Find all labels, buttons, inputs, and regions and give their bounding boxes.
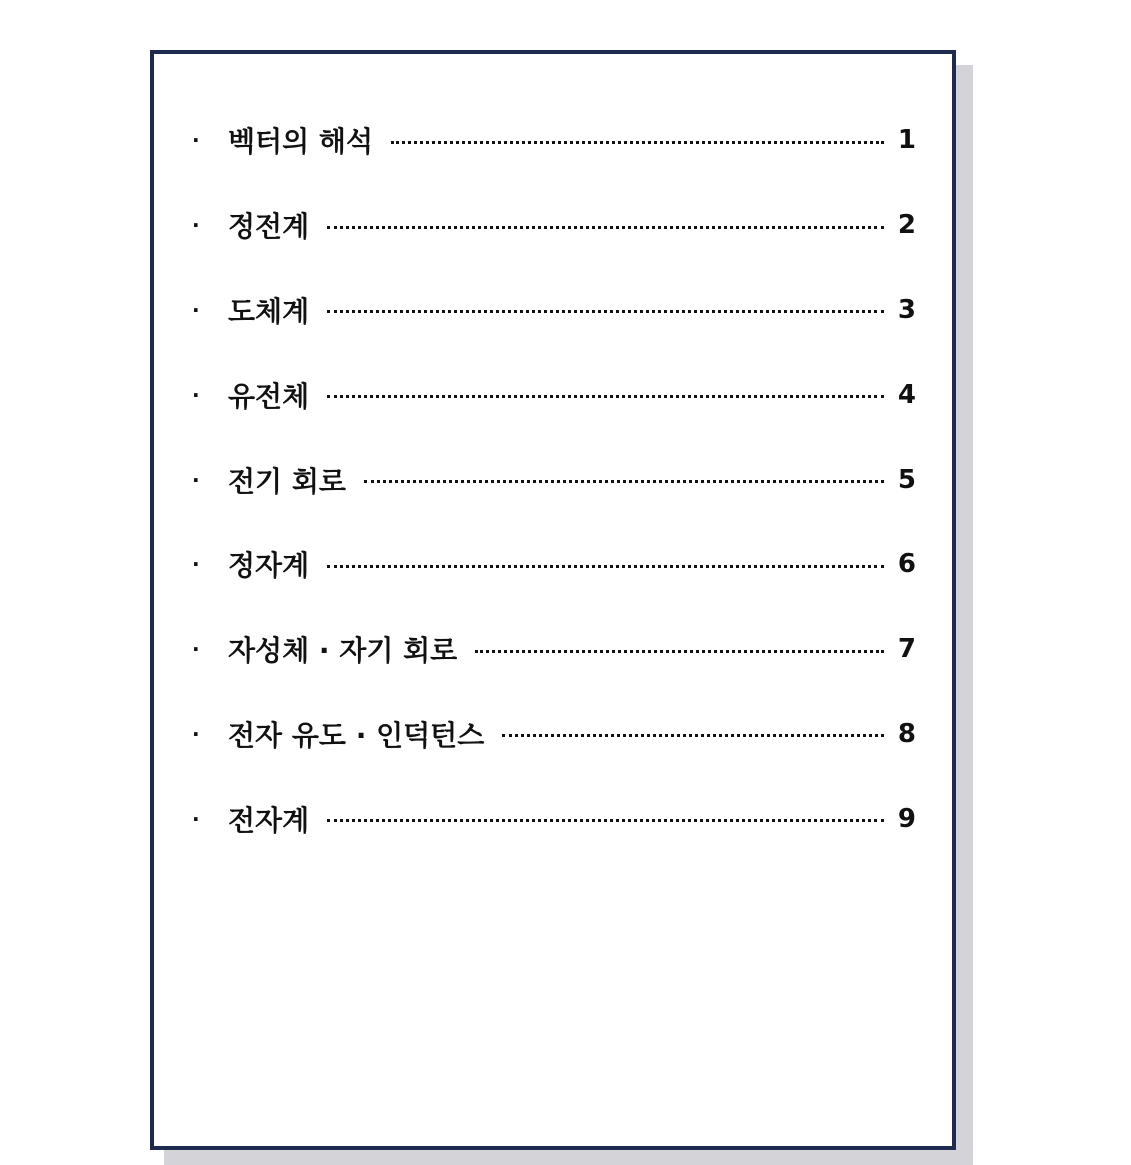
bullet-icon: · bbox=[192, 382, 200, 407]
toc-entry[interactable] bbox=[190, 692, 916, 777]
toc-entry-title: 벡터의 해석 bbox=[228, 125, 373, 159]
dot-leader bbox=[327, 395, 884, 398]
toc-entry-title: 전자계 bbox=[228, 803, 310, 837]
dot-leader bbox=[502, 734, 884, 737]
toc-entry-title: 전기 회로 bbox=[228, 464, 346, 498]
dot-leader bbox=[327, 565, 884, 568]
dot-leader bbox=[475, 650, 884, 653]
bullet-icon: · bbox=[192, 297, 200, 322]
dot-leader bbox=[327, 226, 884, 229]
bullet-icon: · bbox=[192, 806, 200, 831]
toc-entry[interactable] bbox=[190, 98, 916, 183]
toc-entry-page: 3 bbox=[897, 294, 916, 325]
toc-entry-page: 2 bbox=[897, 210, 916, 241]
toc-entry-title: 도체계 bbox=[228, 294, 310, 328]
toc-entry-page: 1 bbox=[897, 125, 916, 156]
bullet-icon: · bbox=[192, 213, 200, 238]
toc-entry[interactable] bbox=[190, 522, 916, 607]
toc-entry[interactable] bbox=[190, 268, 916, 353]
bullet-icon: · bbox=[192, 637, 200, 662]
toc-entry-page: 6 bbox=[897, 549, 916, 580]
dot-leader bbox=[327, 310, 884, 313]
bullet-icon: · bbox=[192, 552, 200, 577]
toc-entry[interactable] bbox=[190, 776, 916, 861]
bullet-icon: · bbox=[192, 467, 200, 492]
toc-entry-title: 전자 유도 · 인덕턴스 bbox=[228, 718, 485, 752]
toc-entry-title: 정자계 bbox=[228, 549, 310, 583]
toc-entry-title: 자성체 · 자기 회로 bbox=[228, 634, 458, 668]
toc-entry-page: 4 bbox=[897, 379, 916, 410]
toc-entry[interactable] bbox=[190, 607, 916, 692]
toc-entry-page: 5 bbox=[897, 464, 916, 495]
toc-entry-title: 유전체 bbox=[228, 379, 310, 413]
bullet-icon: · bbox=[192, 721, 200, 746]
toc-entry-page: 7 bbox=[897, 634, 916, 665]
toc-entry[interactable] bbox=[190, 437, 916, 522]
toc-entry-page: 9 bbox=[897, 803, 916, 834]
table-of-contents bbox=[190, 98, 916, 861]
dot-leader bbox=[327, 819, 884, 822]
bullet-icon: · bbox=[192, 128, 200, 153]
toc-entry-page: 8 bbox=[897, 718, 916, 749]
toc-entry[interactable] bbox=[190, 352, 916, 437]
toc-entry[interactable] bbox=[190, 183, 916, 268]
dot-leader bbox=[364, 480, 884, 483]
toc-entry-title: 정전계 bbox=[228, 210, 310, 244]
dot-leader bbox=[391, 141, 884, 144]
